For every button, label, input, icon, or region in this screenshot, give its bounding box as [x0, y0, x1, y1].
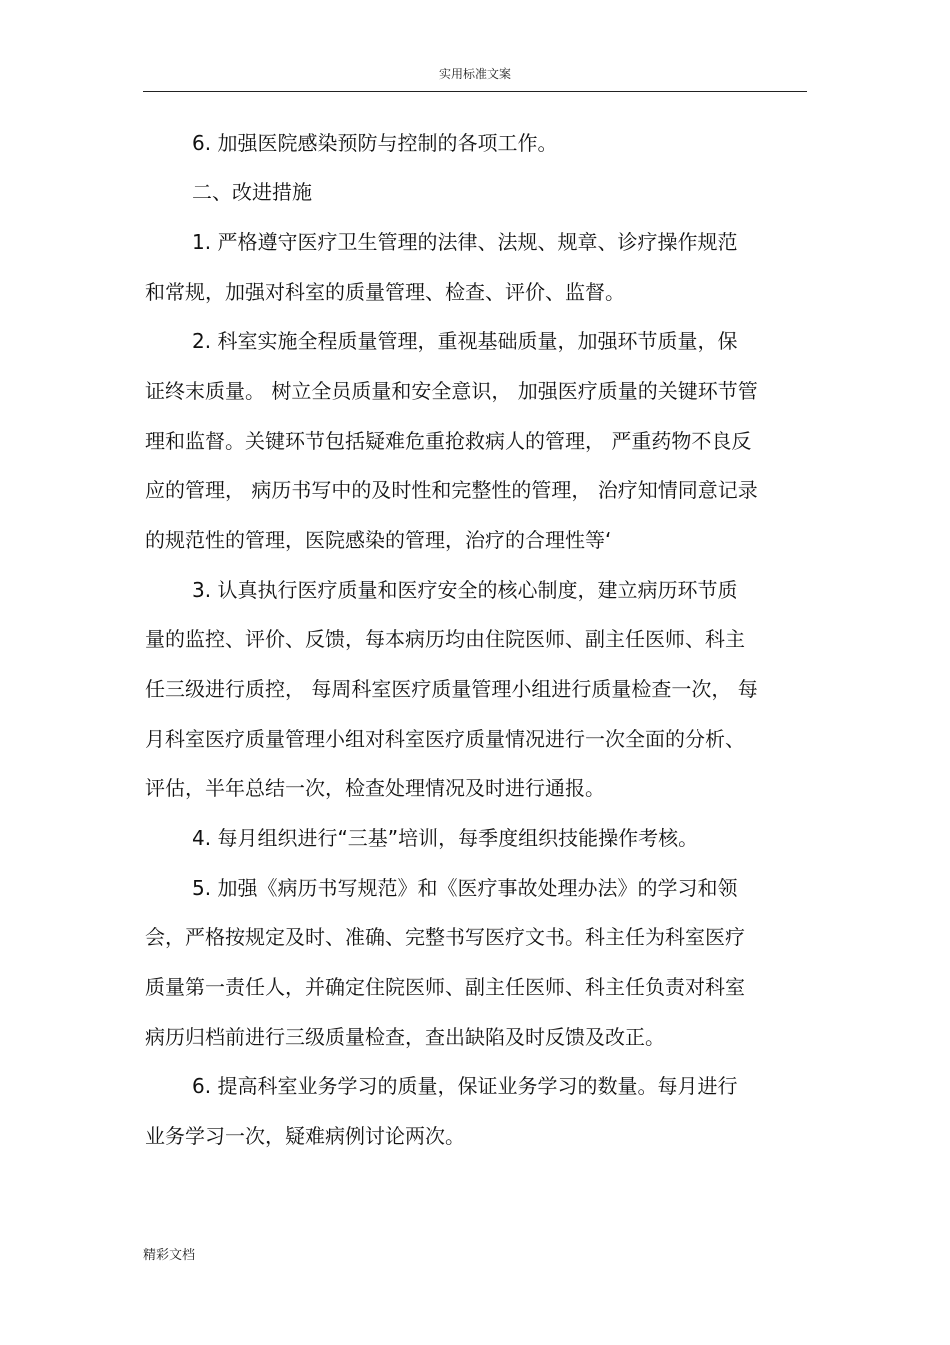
paragraph-line: 3. 认真执行医疗质量和医疗安全的核心制度，建立病历环节质 — [192, 578, 738, 602]
section-heading: 二、改进措施 — [192, 180, 312, 204]
paragraph-line: 4. 每月组织进行“三基”培训，每季度组织技能操作考核。 — [192, 826, 699, 850]
paragraph-line: 月科室医疗质量管理小组对科室医疗质量情况进行一次全面的分析、 — [145, 727, 745, 751]
paragraph-line: 理和监督。关键环节包括疑难危重抢救病人的管理， 严重药物不良反 — [145, 429, 752, 453]
paragraph-line: 业务学习一次，疑难病例讨论两次。 — [145, 1124, 465, 1148]
paragraph-line: 量的监控、评价、反馈，每本病历均由住院医师、副主任医师、科主 — [145, 627, 745, 651]
paragraph-line: 评估，半年总结一次，检查处理情况及时进行通报。 — [145, 776, 605, 800]
page-footer-text: 精彩文档 — [143, 1248, 196, 1263]
paragraph-line: 病历归档前进行三级质量检查，查出缺陷及时反馈及改正。 — [145, 1025, 665, 1049]
paragraph-line: 质量第一责任人，并确定住院医师、副主任医师、科主任负责对科室 — [145, 975, 745, 999]
paragraph-line: 6. 提高科室业务学习的质量，保证业务学习的数量。每月进行 — [192, 1074, 738, 1098]
paragraph-line: 5. 加强《病历书写规范》和《医疗事故处理办法》的学习和领 — [192, 876, 738, 900]
paragraph-line: 会，严格按规定及时、准确、完整书写医疗文书。科主任为科室医疗 — [145, 925, 745, 949]
paragraph-line: 和常规，加强对科室的质量管理、检查、评价、监督。 — [145, 280, 625, 304]
paragraph-line: 6. 加强医院感染预防与控制的各项工作。 — [192, 131, 558, 155]
paragraph-line: 2. 科室实施全程质量管理，重视基础质量，加强环节质量，保 — [192, 329, 738, 353]
paragraph-line: 的规范性的管理，医院感染的管理，治疗的合理性等‘ — [145, 528, 612, 552]
paragraph-line: 应的管理， 病历书写中的及时性和完整性的管理， 治疗知情同意记录 — [145, 478, 758, 502]
paragraph-line: 证终末质量。 树立全员质量和安全意识， 加强医疗质量的关键环节管 — [145, 379, 758, 403]
page-header-title: 实用标准文案 — [438, 67, 511, 81]
paragraph-line: 任三级进行质控， 每周科室医疗质量管理小组进行质量检查一次， 每 — [145, 677, 758, 701]
paragraph-line: 1. 严格遵守医疗卫生管理的法律、法规、规章、诊疗操作规范 — [192, 230, 738, 254]
